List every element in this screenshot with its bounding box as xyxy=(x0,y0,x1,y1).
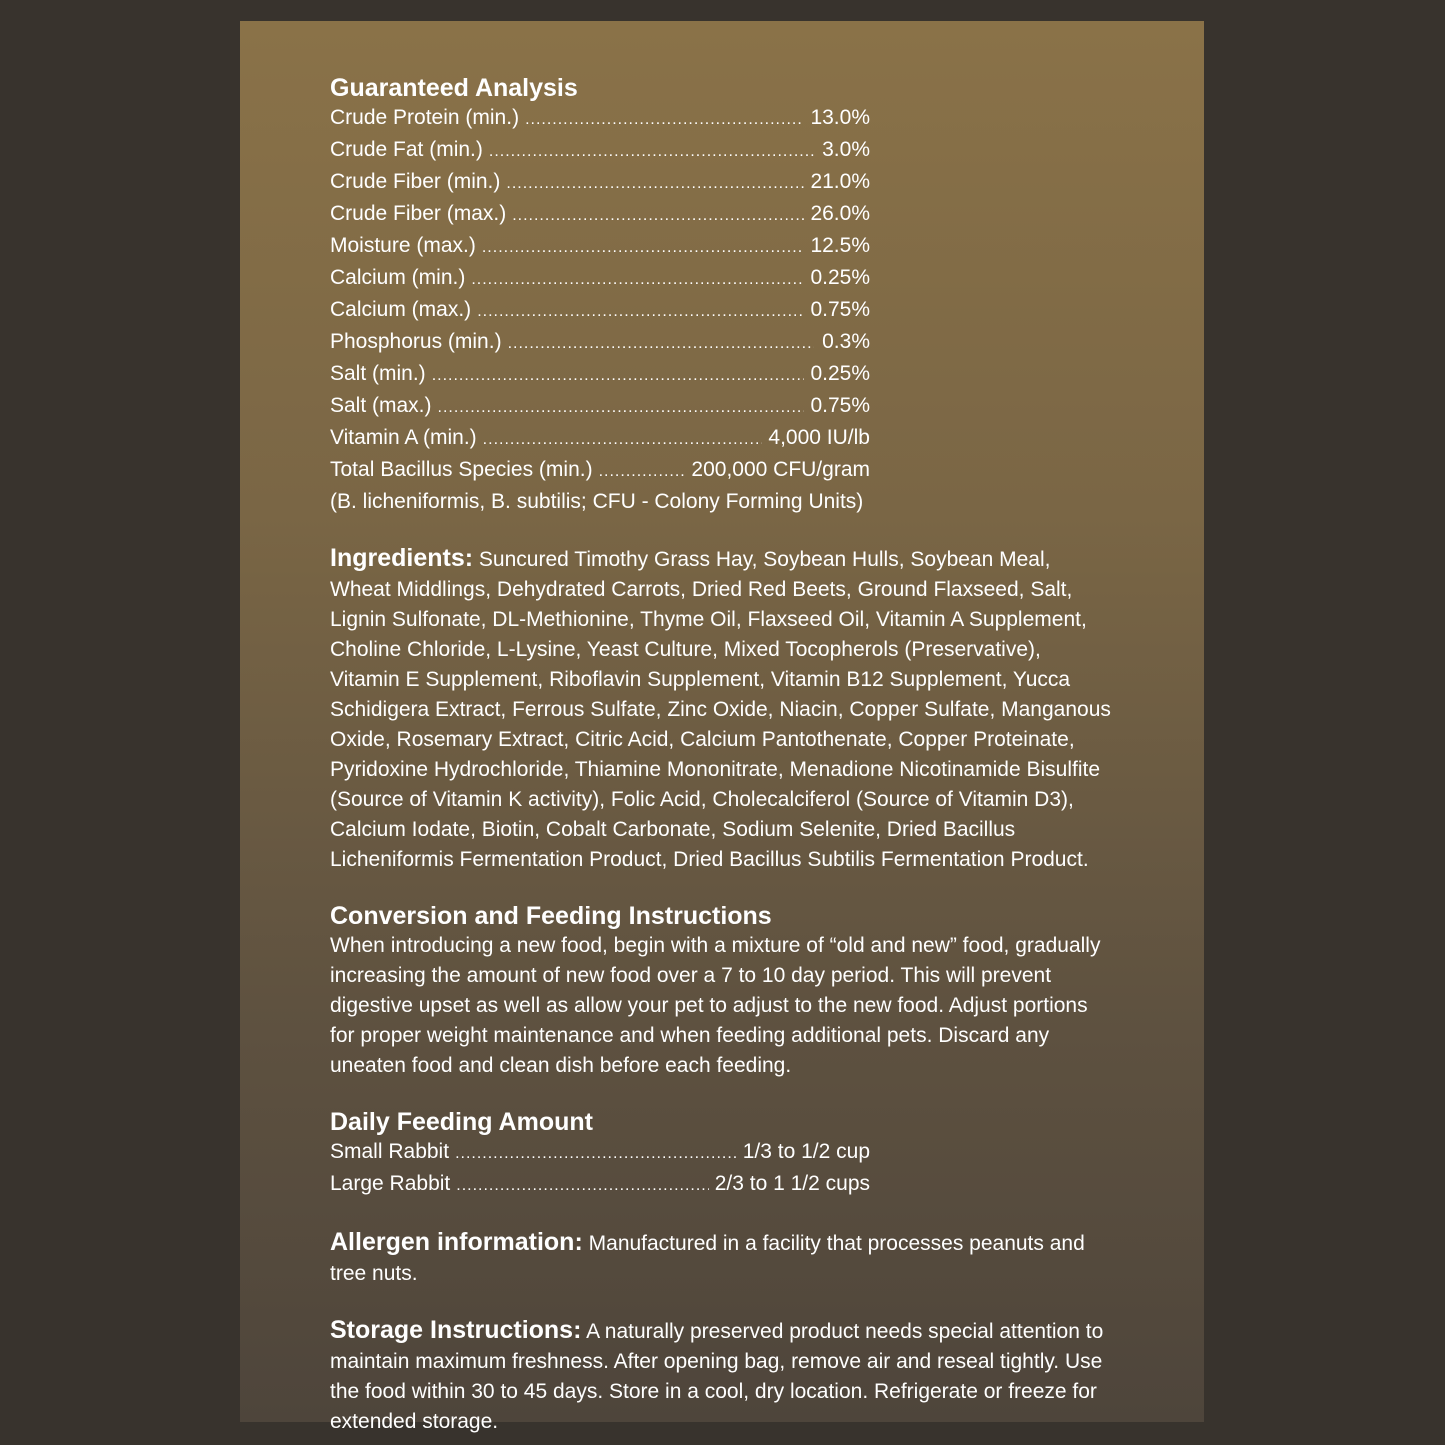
analysis-row xyxy=(330,423,870,455)
analysis-value: 0.25% xyxy=(810,362,870,385)
leader-dots xyxy=(482,233,805,263)
storage-text: A naturally preserved product needs special attention to maintain maximum freshness. After opening bag, remove air and reseal tightly. Use the food within 30 to 45 days. Store in a cool, dry location. Refrigerate or freeze for extended storage. xyxy=(330,1320,1104,1433)
guaranteed-analysis-section xyxy=(330,73,1114,517)
analysis-value: 0.75% xyxy=(810,298,870,321)
conversion-title: Conversion and Feeding Instructions xyxy=(330,902,772,930)
feeding-label: Small Rabbit xyxy=(330,1140,450,1163)
leader-dots xyxy=(512,201,804,231)
analysis-value: 0.75% xyxy=(810,394,870,417)
storage-title: Storage Instructions: xyxy=(330,1316,582,1344)
leader-dots xyxy=(525,105,804,135)
allergen-title: Allergen information: xyxy=(330,1228,583,1256)
storage-paragraph xyxy=(330,1315,1114,1437)
guaranteed-analysis-title: Guaranteed Analysis xyxy=(330,74,578,102)
ingredients-paragraph xyxy=(330,543,1114,875)
analysis-label: Crude Fat (min.) xyxy=(330,138,483,161)
analysis-value: 13.0% xyxy=(810,106,870,129)
analysis-label: Salt (min.) xyxy=(330,362,426,385)
storage-section xyxy=(330,1315,1114,1437)
ingredients-text: Suncured Timothy Grass Hay, Soybean Hulls, Soybean Meal, Wheat Middlings, Dehydrated Carrots, Dried Red Beets, Ground Flaxseed, Salt, Lignin Sulfonate, DL-Methionine, Thyme Oil, Flaxseed Oil, Vitamin A Supplement, Choline Chloride, L-Lysine, Yeast Culture, Mixed Tocopherols (Preservative), Vitamin E Supplement, Riboflavin Supplement, Vitamin B12 Supplement, Yucca Schidigera Extract, Ferrous Sulfate, Zinc Oxide, Niacin, Copper Sulfate, Manganous Oxide, Rosemary Extract, Citric Acid, Calcium Pantothenate, Copper Proteinate, Pyridoxine Hydrochloride, Thiamine Mononitrate, Menadione Nicotinamide Bisulfite (Source of Vitamin K activity), Folic Acid, Cholecalciferol (Source of Vitamin D3), Calcium Iodate, Biotin, Cobalt Carbonate, Sodium Selenite, Dried Bacillus Licheniformis Fermentation Product, Dried Bacillus Subtilis Fermentation Product. xyxy=(330,548,1111,871)
analysis-row xyxy=(330,199,870,231)
daily-feeding-section xyxy=(330,1107,1114,1201)
analysis-row xyxy=(330,359,870,391)
leader-dots xyxy=(508,329,814,359)
analysis-label: Calcium (max.) xyxy=(330,298,472,321)
analysis-list xyxy=(330,103,1114,517)
analysis-label: Salt (max.) xyxy=(330,394,432,417)
analysis-label: Calcium (min.) xyxy=(330,266,466,289)
leader-dots xyxy=(483,425,763,455)
analysis-row xyxy=(330,455,870,487)
analysis-row xyxy=(330,231,870,263)
analysis-value: 26.0% xyxy=(810,202,870,225)
leader-dots xyxy=(477,297,804,327)
leader-dots xyxy=(455,1139,737,1169)
daily-feeding-title: Daily Feeding Amount xyxy=(330,1108,593,1136)
ingredients-section xyxy=(330,543,1114,875)
analysis-label: Total Bacillus Species (min.) xyxy=(330,458,593,481)
conversion-section xyxy=(330,901,1114,1081)
leader-dots xyxy=(489,137,814,167)
conversion-text: When introducing a new food, begin with a mixture of “old and new” food, gradually increasing the amount of new food over a 7 to 10 day period. This will prevent digestive upset as well as allow your pet to adjust to the new food. Adjust portions for proper weight maintenance and when feeding additional pets. Discard any uneaten food and clean dish before each feeding. xyxy=(330,934,1101,1077)
analysis-label: Moisture (max.) xyxy=(330,234,476,257)
label-panel xyxy=(240,21,1204,1433)
allergen-section xyxy=(330,1227,1114,1289)
analysis-value: 21.0% xyxy=(810,170,870,193)
ingredients-title: Ingredients: xyxy=(330,544,474,572)
analysis-value: 0.25% xyxy=(810,266,870,289)
leader-dots xyxy=(471,265,804,295)
analysis-row xyxy=(330,327,870,359)
leader-dots xyxy=(599,457,686,487)
analysis-label: Phosphorus (min.) xyxy=(330,330,502,353)
feeding-row xyxy=(330,1137,870,1169)
analysis-value: 3.0% xyxy=(822,138,870,161)
analysis-row xyxy=(330,295,870,327)
analysis-value: 12.5% xyxy=(810,234,870,257)
analysis-label: Vitamin A (min.) xyxy=(330,426,477,449)
analysis-label: Crude Fiber (min.) xyxy=(330,170,501,193)
analysis-value: 200,000 CFU/gram xyxy=(691,458,870,481)
analysis-value: 4,000 IU/lb xyxy=(768,426,870,449)
analysis-row xyxy=(330,135,870,167)
feeding-label: Large Rabbit xyxy=(330,1172,451,1195)
analysis-row xyxy=(330,103,870,135)
analysis-value: 0.3% xyxy=(822,330,870,353)
analysis-row xyxy=(330,263,870,295)
allergen-paragraph xyxy=(330,1227,1114,1289)
leader-dots xyxy=(456,1171,708,1201)
analysis-label: Crude Protein (min.) xyxy=(330,106,520,129)
leader-dots xyxy=(432,361,805,391)
analysis-label: Crude Fiber (max.) xyxy=(330,202,507,225)
analysis-row xyxy=(330,391,870,423)
analysis-note: (B. licheniformis, B. subtilis; CFU - Colony Forming Units) xyxy=(330,490,864,513)
feeding-row xyxy=(330,1169,870,1201)
analysis-row xyxy=(330,167,870,199)
leader-dots xyxy=(506,169,804,199)
feeding-value: 2/3 to 1 1/2 cups xyxy=(714,1172,870,1195)
leader-dots xyxy=(438,393,805,423)
allergen-text: Manufactured in a facility that processes peanuts and tree nuts. xyxy=(330,1232,1085,1285)
feeding-value: 1/3 to 1/2 cup xyxy=(742,1140,870,1163)
